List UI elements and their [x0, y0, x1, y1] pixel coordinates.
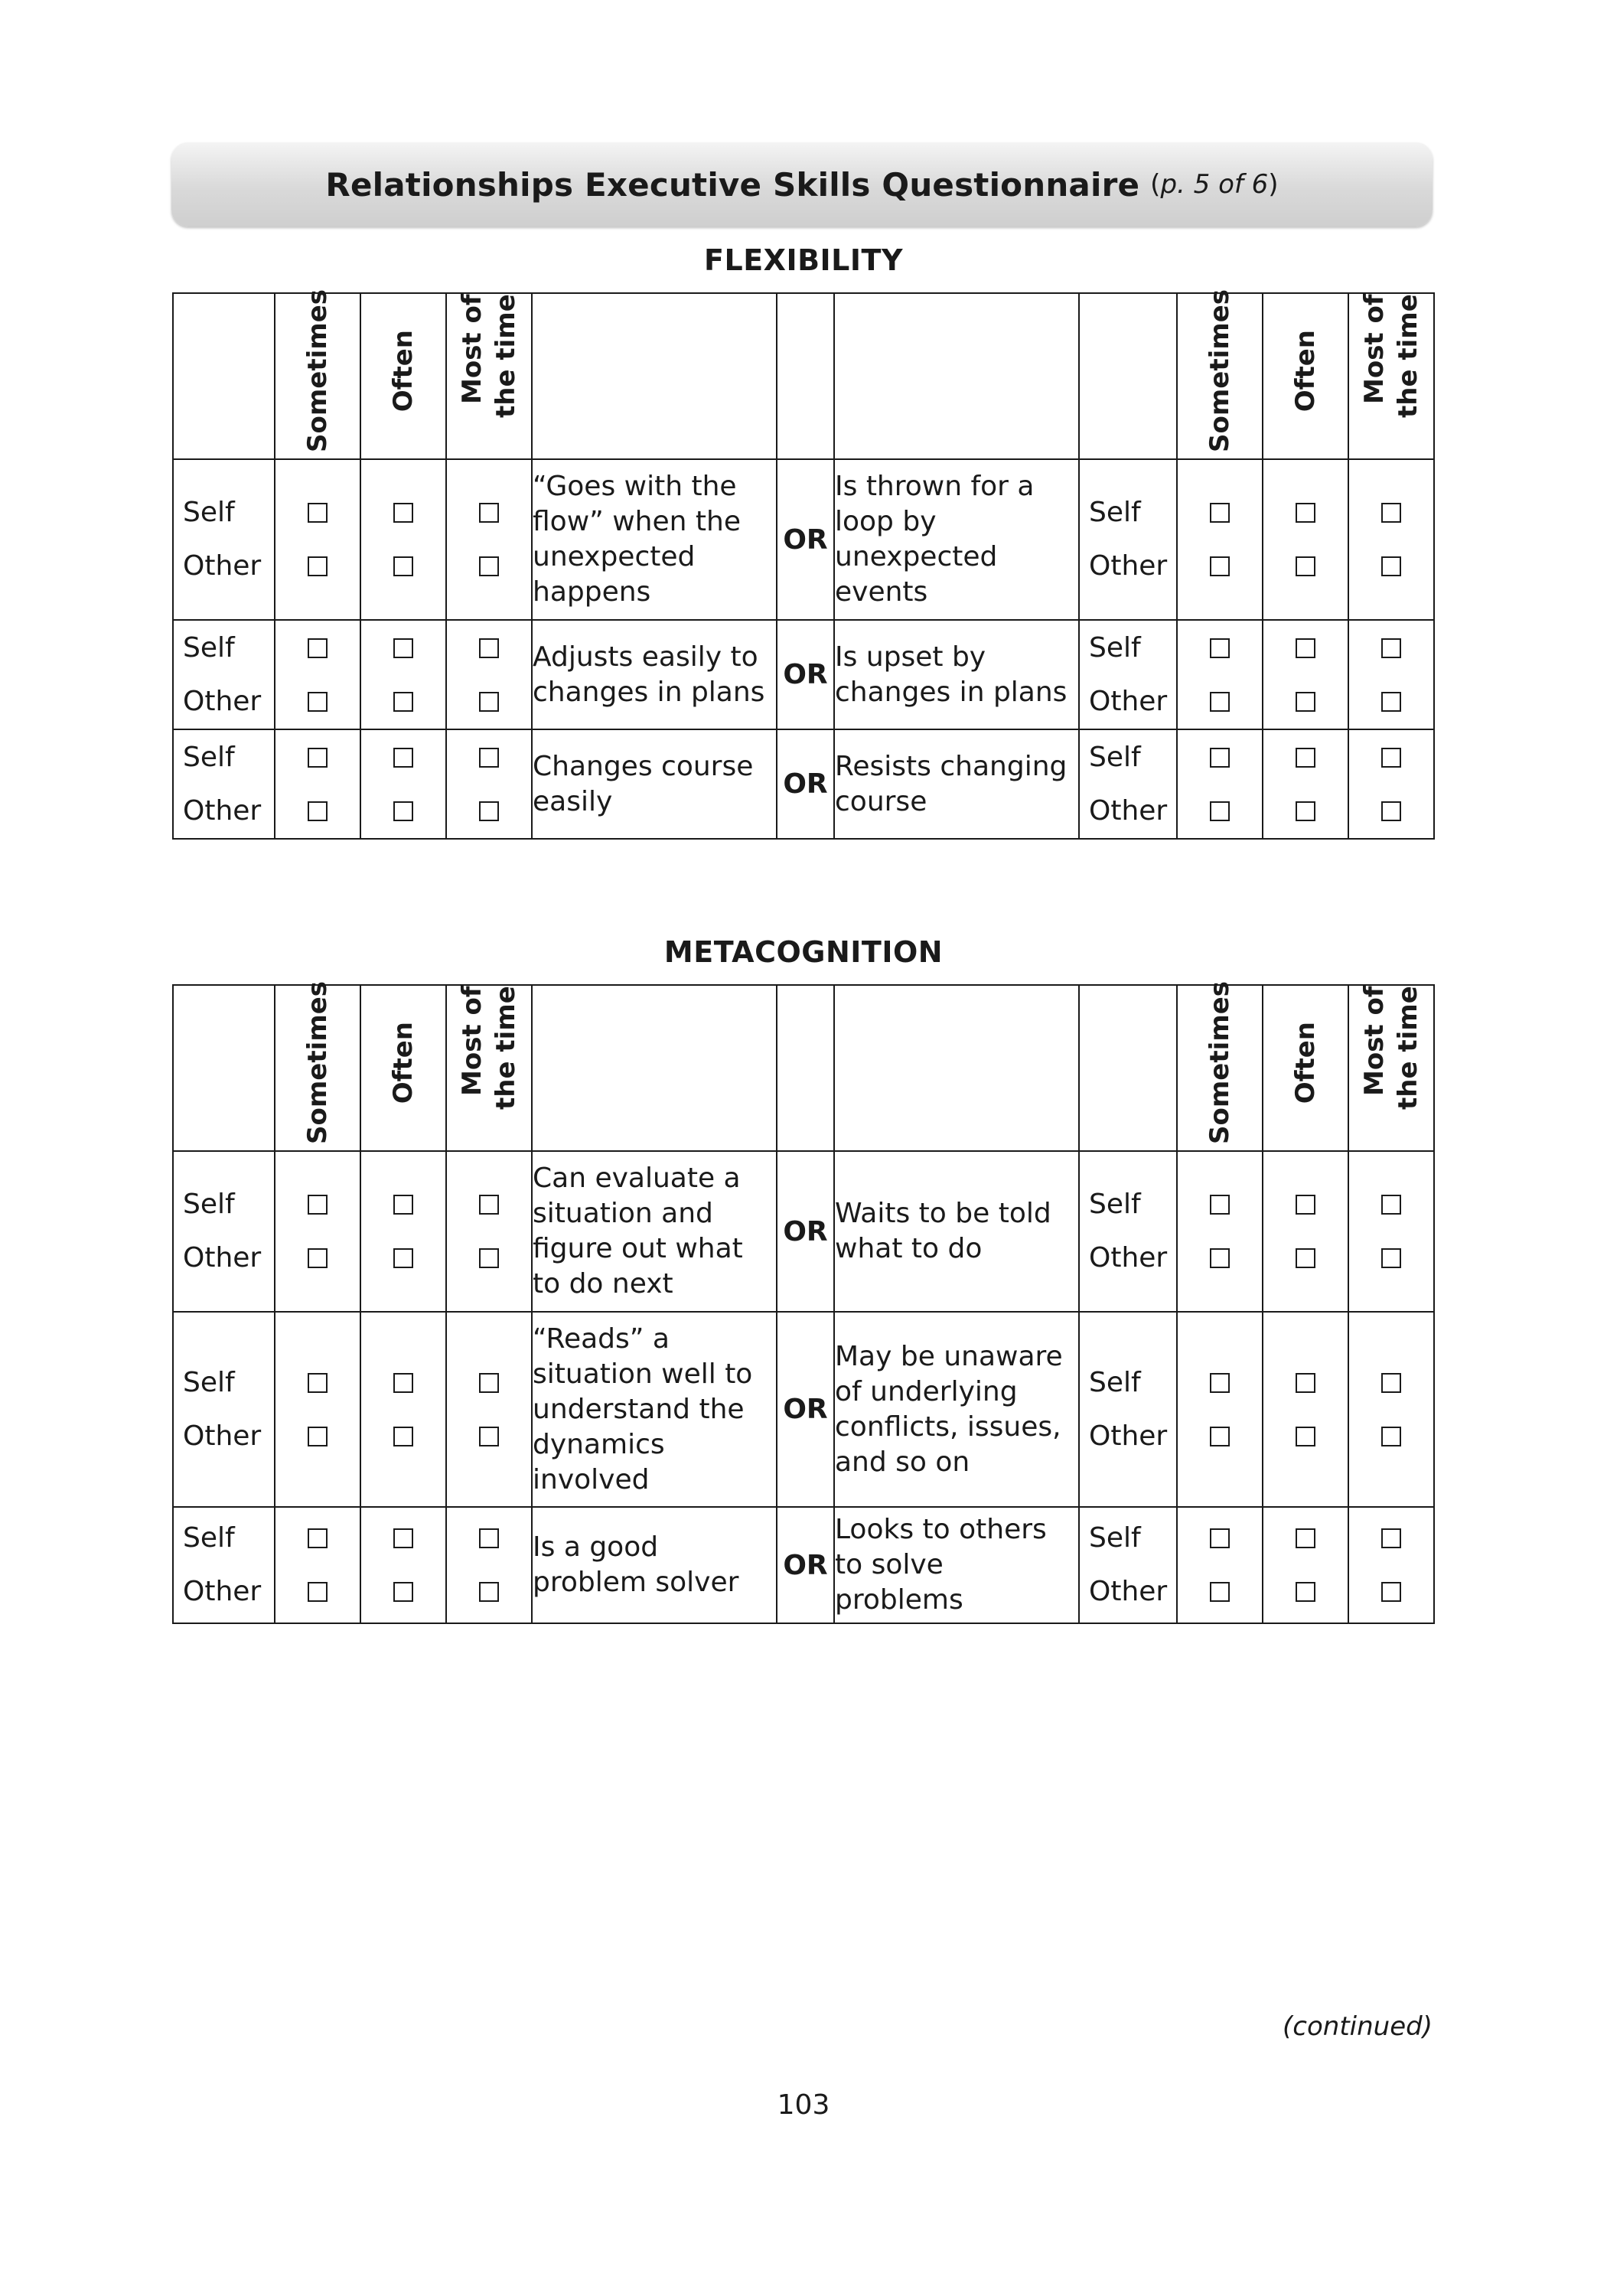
or-label: OR	[777, 1312, 834, 1507]
checkbox-other-most-of-the-time[interactable]	[479, 556, 499, 576]
checkbox-self-often[interactable]	[1296, 1373, 1315, 1393]
self-label: Self	[183, 631, 235, 664]
checkbox-other-sometimes[interactable]	[1210, 556, 1230, 576]
page-number: 103	[777, 2089, 830, 2121]
other-label: Other	[183, 794, 262, 827]
checkbox-other-often[interactable]	[1296, 692, 1315, 712]
other-label: Other	[1089, 550, 1168, 582]
checkbox-other-often[interactable]	[1296, 1248, 1315, 1268]
self-label: Self	[1089, 1189, 1141, 1220]
checkbox-self-often[interactable]	[1296, 638, 1315, 658]
checkbox-other-sometimes[interactable]	[308, 1427, 328, 1446]
other-label: Other	[1089, 794, 1168, 827]
checkbox-self-sometimes[interactable]	[1210, 1373, 1230, 1393]
section-title-flexibility: FLEXIBILITY	[704, 243, 903, 277]
checkbox-self-sometimes[interactable]	[1210, 503, 1230, 523]
other-label: Other	[183, 1420, 262, 1452]
other-label: Other	[1089, 685, 1168, 717]
other-label: Other	[1089, 1576, 1168, 1607]
right-statement: Looks to others to solve problems	[834, 1507, 1079, 1623]
checkbox-other-often[interactable]	[1296, 801, 1315, 821]
column-header-often: Often	[1263, 293, 1348, 459]
checkbox-other-sometimes[interactable]	[1210, 692, 1230, 712]
checkbox-other-most-of-the-time[interactable]	[479, 1582, 499, 1602]
table-row	[173, 459, 1434, 620]
checkbox-other-most-of-the-time[interactable]	[1381, 801, 1401, 821]
self-label: Self	[1089, 497, 1141, 528]
checkbox-self-often[interactable]	[393, 1373, 413, 1393]
or-label: OR	[777, 1507, 834, 1623]
checkbox-self-sometimes[interactable]	[308, 638, 328, 658]
checkbox-other-most-of-the-time[interactable]	[1381, 1582, 1401, 1602]
checkbox-self-sometimes[interactable]	[1210, 638, 1230, 658]
other-label: Other	[183, 685, 262, 717]
checkbox-self-most-of-the-time[interactable]	[479, 638, 499, 658]
checkbox-other-sometimes[interactable]	[308, 1248, 328, 1268]
checkbox-self-sometimes[interactable]	[308, 1373, 328, 1393]
checkbox-self-sometimes[interactable]	[308, 748, 328, 768]
checkbox-other-most-of-the-time[interactable]	[479, 1248, 499, 1268]
checkbox-other-most-of-the-time[interactable]	[1381, 692, 1401, 712]
table-row	[173, 620, 1434, 729]
right-statement: Resists changing course	[834, 729, 1079, 839]
self-label: Self	[1089, 1366, 1141, 1398]
other-label: Other	[183, 1576, 262, 1607]
column-header-often: Often	[1263, 985, 1348, 1151]
checkbox-self-often[interactable]	[1296, 748, 1315, 768]
checkbox-self-often[interactable]	[393, 748, 413, 768]
flexibility-table	[172, 289, 1435, 840]
column-header-sometimes: Sometimes	[275, 985, 360, 1151]
right-statement: May be unaware of underlying conflicts, issues, and so on	[834, 1312, 1079, 1507]
checkbox-other-most-of-the-time[interactable]	[479, 692, 499, 712]
checkbox-other-sometimes[interactable]	[1210, 1248, 1230, 1268]
checkbox-self-most-of-the-time[interactable]	[1381, 638, 1401, 658]
self-label: Self	[183, 741, 235, 773]
other-label: Other	[1089, 1242, 1168, 1274]
right-statement: Waits to be told what to do	[834, 1151, 1079, 1312]
left-statement: Adjusts easily to changes in plans	[532, 620, 777, 729]
column-header-often: Often	[360, 293, 446, 459]
checkbox-other-sometimes[interactable]	[1210, 1427, 1230, 1446]
checkbox-self-sometimes[interactable]	[308, 1528, 328, 1548]
self-label: Self	[1089, 1522, 1141, 1554]
checkbox-self-often[interactable]	[1296, 1195, 1315, 1215]
section-title-metacognition: METACOGNITION	[663, 935, 944, 969]
checkbox-self-most-of-the-time[interactable]	[479, 748, 499, 768]
left-statement: “Reads” a situation well to understand the dynamics involved	[532, 1312, 777, 1507]
checkbox-other-often[interactable]	[393, 692, 413, 712]
or-label: OR	[777, 729, 834, 839]
checkbox-other-sometimes[interactable]	[1210, 1582, 1230, 1602]
checkbox-other-most-of-the-time[interactable]	[1381, 1248, 1401, 1268]
checkbox-self-sometimes[interactable]	[1210, 1195, 1230, 1215]
checkbox-self-most-of-the-time[interactable]	[1381, 1528, 1401, 1548]
column-header-sometimes: Sometimes	[1177, 985, 1263, 1151]
checkbox-other-often[interactable]	[393, 801, 413, 821]
checkbox-other-often[interactable]	[1296, 1582, 1315, 1602]
right-statement: Is thrown for a loop by unexpected events	[834, 459, 1079, 620]
checkbox-other-often[interactable]	[1296, 1427, 1315, 1446]
right-statement: Is upset by changes in plans	[834, 620, 1079, 729]
checkbox-other-sometimes[interactable]	[1210, 801, 1230, 821]
self-label: Self	[183, 1366, 235, 1398]
checkbox-self-sometimes[interactable]	[1210, 748, 1230, 768]
column-header-most-of-the-time: Most of the time	[446, 293, 532, 459]
or-label: OR	[777, 1151, 834, 1312]
checkbox-self-often[interactable]	[1296, 1528, 1315, 1548]
left-statement: Can evaluate a situation and figure out what to do next	[532, 1151, 777, 1312]
checkbox-self-often[interactable]	[393, 503, 413, 523]
self-label: Self	[1089, 741, 1141, 773]
page-title: Relationships Executive Skills Questionnaire	[325, 165, 1140, 204]
checkbox-self-most-of-the-time[interactable]	[479, 1195, 499, 1215]
checkbox-other-most-of-the-time[interactable]	[1381, 556, 1401, 576]
checkbox-self-sometimes[interactable]	[308, 1195, 328, 1215]
or-label: OR	[777, 620, 834, 729]
column-header-often: Often	[360, 985, 446, 1151]
column-header-most-of-the-time: Most of the time	[1348, 985, 1434, 1151]
table-row	[173, 729, 1434, 839]
checkbox-self-most-of-the-time[interactable]	[1381, 748, 1401, 768]
checkbox-other-sometimes[interactable]	[308, 692, 328, 712]
table-row	[173, 1151, 1434, 1312]
column-header-sometimes: Sometimes	[275, 293, 360, 459]
checkbox-other-often[interactable]	[393, 1427, 413, 1446]
other-label: Other	[183, 1242, 262, 1274]
self-label: Self	[183, 497, 235, 528]
checkbox-other-often[interactable]	[393, 1582, 413, 1602]
checkbox-other-most-of-the-time[interactable]	[479, 1427, 499, 1446]
self-label: Self	[183, 1189, 235, 1220]
checkbox-self-sometimes[interactable]	[1210, 1528, 1230, 1548]
table-row	[173, 1507, 1434, 1623]
left-statement: Changes course easily	[532, 729, 777, 839]
checkbox-self-most-of-the-time[interactable]	[1381, 503, 1401, 523]
column-header-most-of-the-time: Most of the time	[1348, 293, 1434, 459]
checkbox-self-sometimes[interactable]	[308, 503, 328, 523]
checkbox-other-sometimes[interactable]	[308, 801, 328, 821]
column-header-sometimes: Sometimes	[1177, 293, 1263, 459]
checkbox-self-often[interactable]	[393, 1528, 413, 1548]
checkbox-other-most-of-the-time[interactable]	[479, 801, 499, 821]
title-banner	[171, 142, 1433, 227]
checkbox-self-most-of-the-time[interactable]	[479, 1373, 499, 1393]
checkbox-self-most-of-the-time[interactable]	[1381, 1373, 1401, 1393]
self-label: Self	[1089, 631, 1141, 664]
or-label: OR	[777, 459, 834, 620]
checkbox-other-often[interactable]	[393, 1248, 413, 1268]
other-label: Other	[183, 550, 262, 582]
table-row	[173, 1312, 1434, 1507]
continued-note: (continued)	[1283, 2011, 1433, 2042]
checkbox-self-most-of-the-time[interactable]	[1381, 1195, 1401, 1215]
self-label: Self	[183, 1522, 235, 1554]
checkbox-self-most-of-the-time[interactable]	[479, 1528, 499, 1548]
checkbox-self-often[interactable]	[393, 1195, 413, 1215]
checkbox-self-often[interactable]	[1296, 503, 1315, 523]
other-label: Other	[1089, 1420, 1168, 1452]
checkbox-other-often[interactable]	[393, 556, 413, 576]
page-indicator: (p. 5 of 6)	[1150, 169, 1279, 200]
metacognition-table	[172, 981, 1435, 1624]
header-row	[173, 293, 1434, 459]
left-statement: Is a good problem solver	[532, 1507, 777, 1623]
column-header-most-of-the-time: Most of the time	[446, 985, 532, 1151]
checkbox-other-sometimes[interactable]	[308, 1582, 328, 1602]
checkbox-self-often[interactable]	[393, 638, 413, 658]
header-row	[173, 985, 1434, 1151]
left-statement: “Goes with the flow” when the unexpected happens	[532, 459, 777, 620]
checkbox-other-sometimes[interactable]	[308, 556, 328, 576]
checkbox-self-most-of-the-time[interactable]	[479, 503, 499, 523]
checkbox-other-most-of-the-time[interactable]	[1381, 1427, 1401, 1446]
checkbox-other-often[interactable]	[1296, 556, 1315, 576]
